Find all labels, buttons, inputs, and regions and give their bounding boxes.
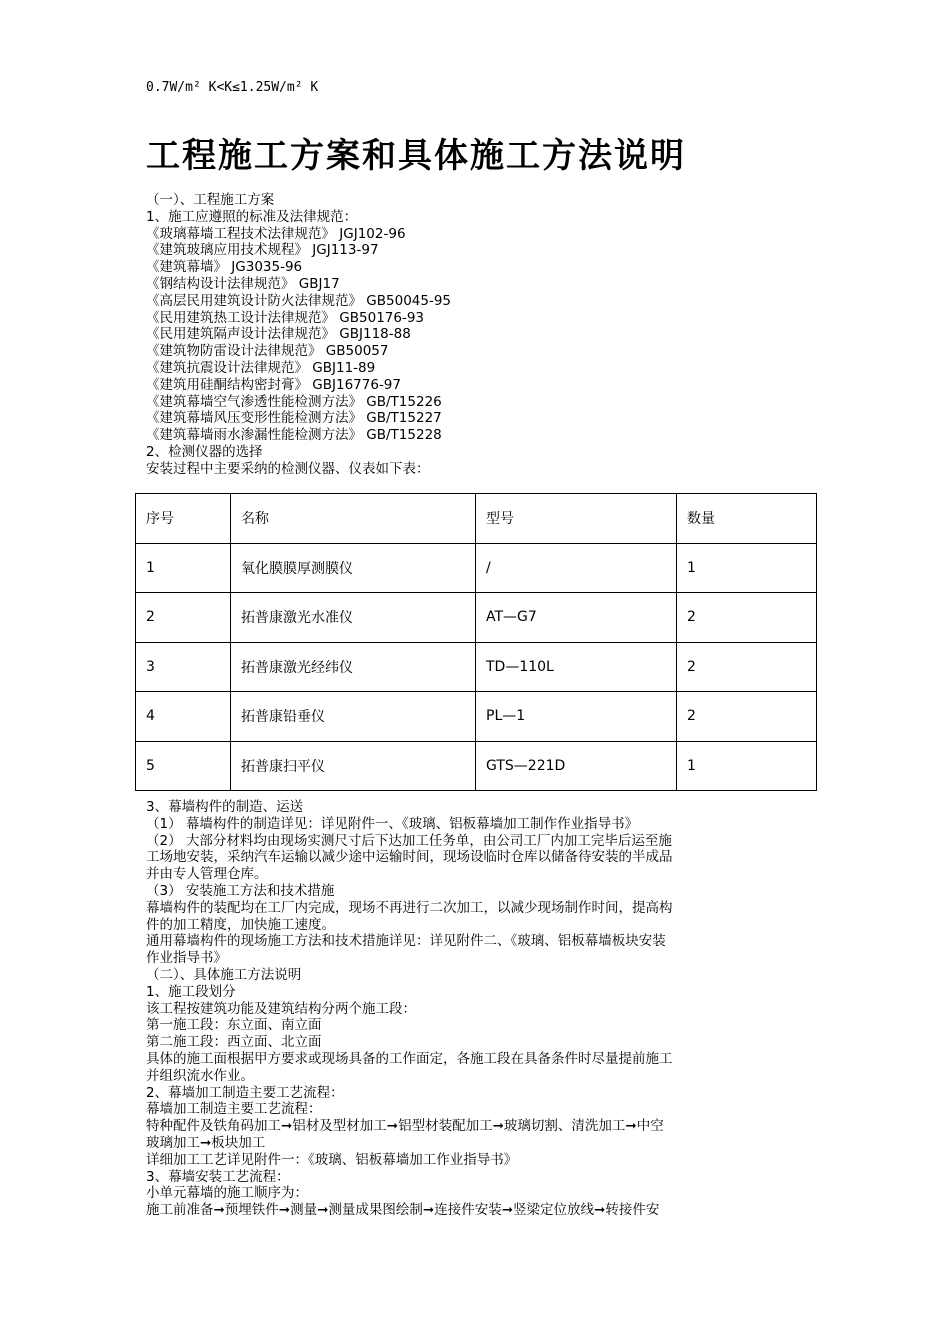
table-cell: 1 [677,543,817,593]
instrument-table [135,493,817,791]
table-cell: 拓普康铅垂仪 [231,692,476,742]
table-header-cell: 型号 [476,494,677,544]
table-cell: GTS—221D [476,741,677,791]
text-line: 第二施工段：西立面、北立面 [146,1034,322,1051]
text-line: （3） 安装施工方法和技术措施 [146,882,335,899]
table-cell: 2 [136,593,231,643]
text-line: 《高层民用建筑设计防火法律规范》 GB50045-95 [146,292,452,309]
text-line: 3、幕墙安装工艺流程： [146,1168,290,1185]
text-line: 件的加工精度，加快施工速度。 [146,916,335,933]
table-cell: 1 [677,741,817,791]
text-line: 施工前准备➞预埋铁件➞测量➞测量成果图绘制➞连接件安装➞竖梁定位放线➞转接件安 [146,1202,660,1219]
table-cell: 2 [677,642,817,692]
text-line: 并组织流水作业。 [146,1067,254,1084]
text-line: （一）、工程施工方案 [146,192,275,208]
text-line: 作业指导书》 [146,950,227,967]
table-row [136,692,817,742]
table-cell: / [476,543,677,593]
text-line: 并由专人管理仓库。 [146,866,268,883]
table-cell: 2 [677,692,817,742]
table-cell: 氧化膜膜厚测膜仪 [231,543,476,593]
text-line: 工场地安装，采纳汽车运输以减少途中运输时间，现场设临时仓库以储备待安装的半成品 [146,849,673,866]
table-cell: 3 [136,642,231,692]
text-line: 详细加工工艺详见附件一：《玻璃、铝板幕墙加工作业指导书》 [146,1151,518,1168]
text-line: 《建筑幕墙雨水渗漏性能检测方法》 GB/T15228 [146,427,442,444]
text-line: 第一施工段：东立面、南立面 [146,1017,322,1034]
table-header-cell: 序号 [136,494,231,544]
section-1-text [146,192,814,478]
table-row [136,543,817,593]
table-cell: 1 [136,543,231,593]
text-line: 幕墙构件的装配均在工厂内完成，现场不再进行二次加工，以减少现场制作时间，提高构 [146,899,673,916]
text-line: 1、施工应遵照的标准及法律规范： [146,208,358,225]
text-line: 特种配件及铁角码加工➞铝材及型材加工➞铝型材装配加工➞玻璃切割、清洗加工➞中空 [146,1118,664,1135]
text-line: 《民用建筑热工设计法律规范》 GB50176-93 [146,309,425,326]
text-line: 《钢结构设计法律规范》 GBJ17 [146,275,340,292]
table-header-cell: 名称 [231,494,476,544]
table-cell: 4 [136,692,231,742]
text-line: 《玻璃幕墙工程技术法律规范》 JGJ102-96 [146,225,406,242]
table-row [136,642,817,692]
text-line: （1） 幕墙构件的制造详见：详见附件一、《玻璃、铝板幕墙加工制作作业指导书》 [146,815,639,832]
header-line: 0.7W/m² K<K≤1.25W/m² K [146,80,319,95]
table-cell: 5 [136,741,231,791]
text-line: 《建筑幕墙》 JG3035-96 [146,259,303,276]
text-line: 该工程按建筑功能及建筑结构分两个施工段： [146,1000,416,1017]
table-header-row [136,494,817,544]
table-cell: 2 [677,593,817,643]
text-line: 《建筑物防雷设计法律规范》 GB50057 [146,343,389,360]
text-line: 小单元幕墙的施工顺序为： [146,1185,308,1202]
text-line: 《建筑幕墙风压变形性能检测方法》 GB/T15227 [146,410,442,427]
text-line: 《建筑玻璃应用技术规程》 JGJ113-97 [146,242,379,259]
text-line: （二）、具体施工方法说明 [146,966,302,983]
page-title: 工程施工方案和具体施工方法说明 [146,136,686,176]
text-line: 具体的施工面根据甲方要求或现场具备的工作面定，各施工段在具备条件时尽量提前施工 [146,1050,673,1067]
text-line: 《建筑用硅酮结构密封膏》 GBJ16776-97 [146,376,401,393]
text-line: （2） 大部分材料均由现场实测尺寸后下达加工任务单，由公司工厂内加工完毕后运至施 [146,832,672,849]
table-row [136,593,817,643]
text-line: 《建筑抗震设计法律规范》 GBJ11-89 [146,359,376,376]
table-cell: 拓普康扫平仪 [231,741,476,791]
table-cell: 拓普康激光经纬仪 [231,642,476,692]
text-line: 通用幕墙构件的现场施工方法和技术措施详见：详见附件二、《玻璃、铝板幕墙板块安装 [146,933,666,950]
text-line: 安装过程中主要采纳的检测仪器、仪表如下表： [146,460,430,477]
table-header-cell: 数量 [677,494,817,544]
text-line: 3、幕墙构件的制造、运送 [146,799,304,815]
table-row [136,741,817,791]
text-line: 2、幕墙加工制造主要工艺流程： [146,1084,344,1101]
section-2-text [146,799,814,1219]
table-cell: AT—G7 [476,593,677,643]
text-line: 1、施工段划分 [146,983,236,1000]
table-cell: 拓普康激光水准仪 [231,593,476,643]
text-line: 《建筑幕墙空气渗透性能检测方法》 GB/T15226 [146,393,442,410]
table-cell: PL—1 [476,692,677,742]
table-cell: TD—110L [476,642,677,692]
text-line: 玻璃加工➞板块加工 [146,1134,266,1151]
text-line: 2、检测仪器的选择 [146,443,263,460]
text-line: 《民用建筑隔声设计法律规范》 GBJ118-88 [146,326,411,343]
text-line: 幕墙加工制造主要工艺流程： [146,1101,322,1118]
